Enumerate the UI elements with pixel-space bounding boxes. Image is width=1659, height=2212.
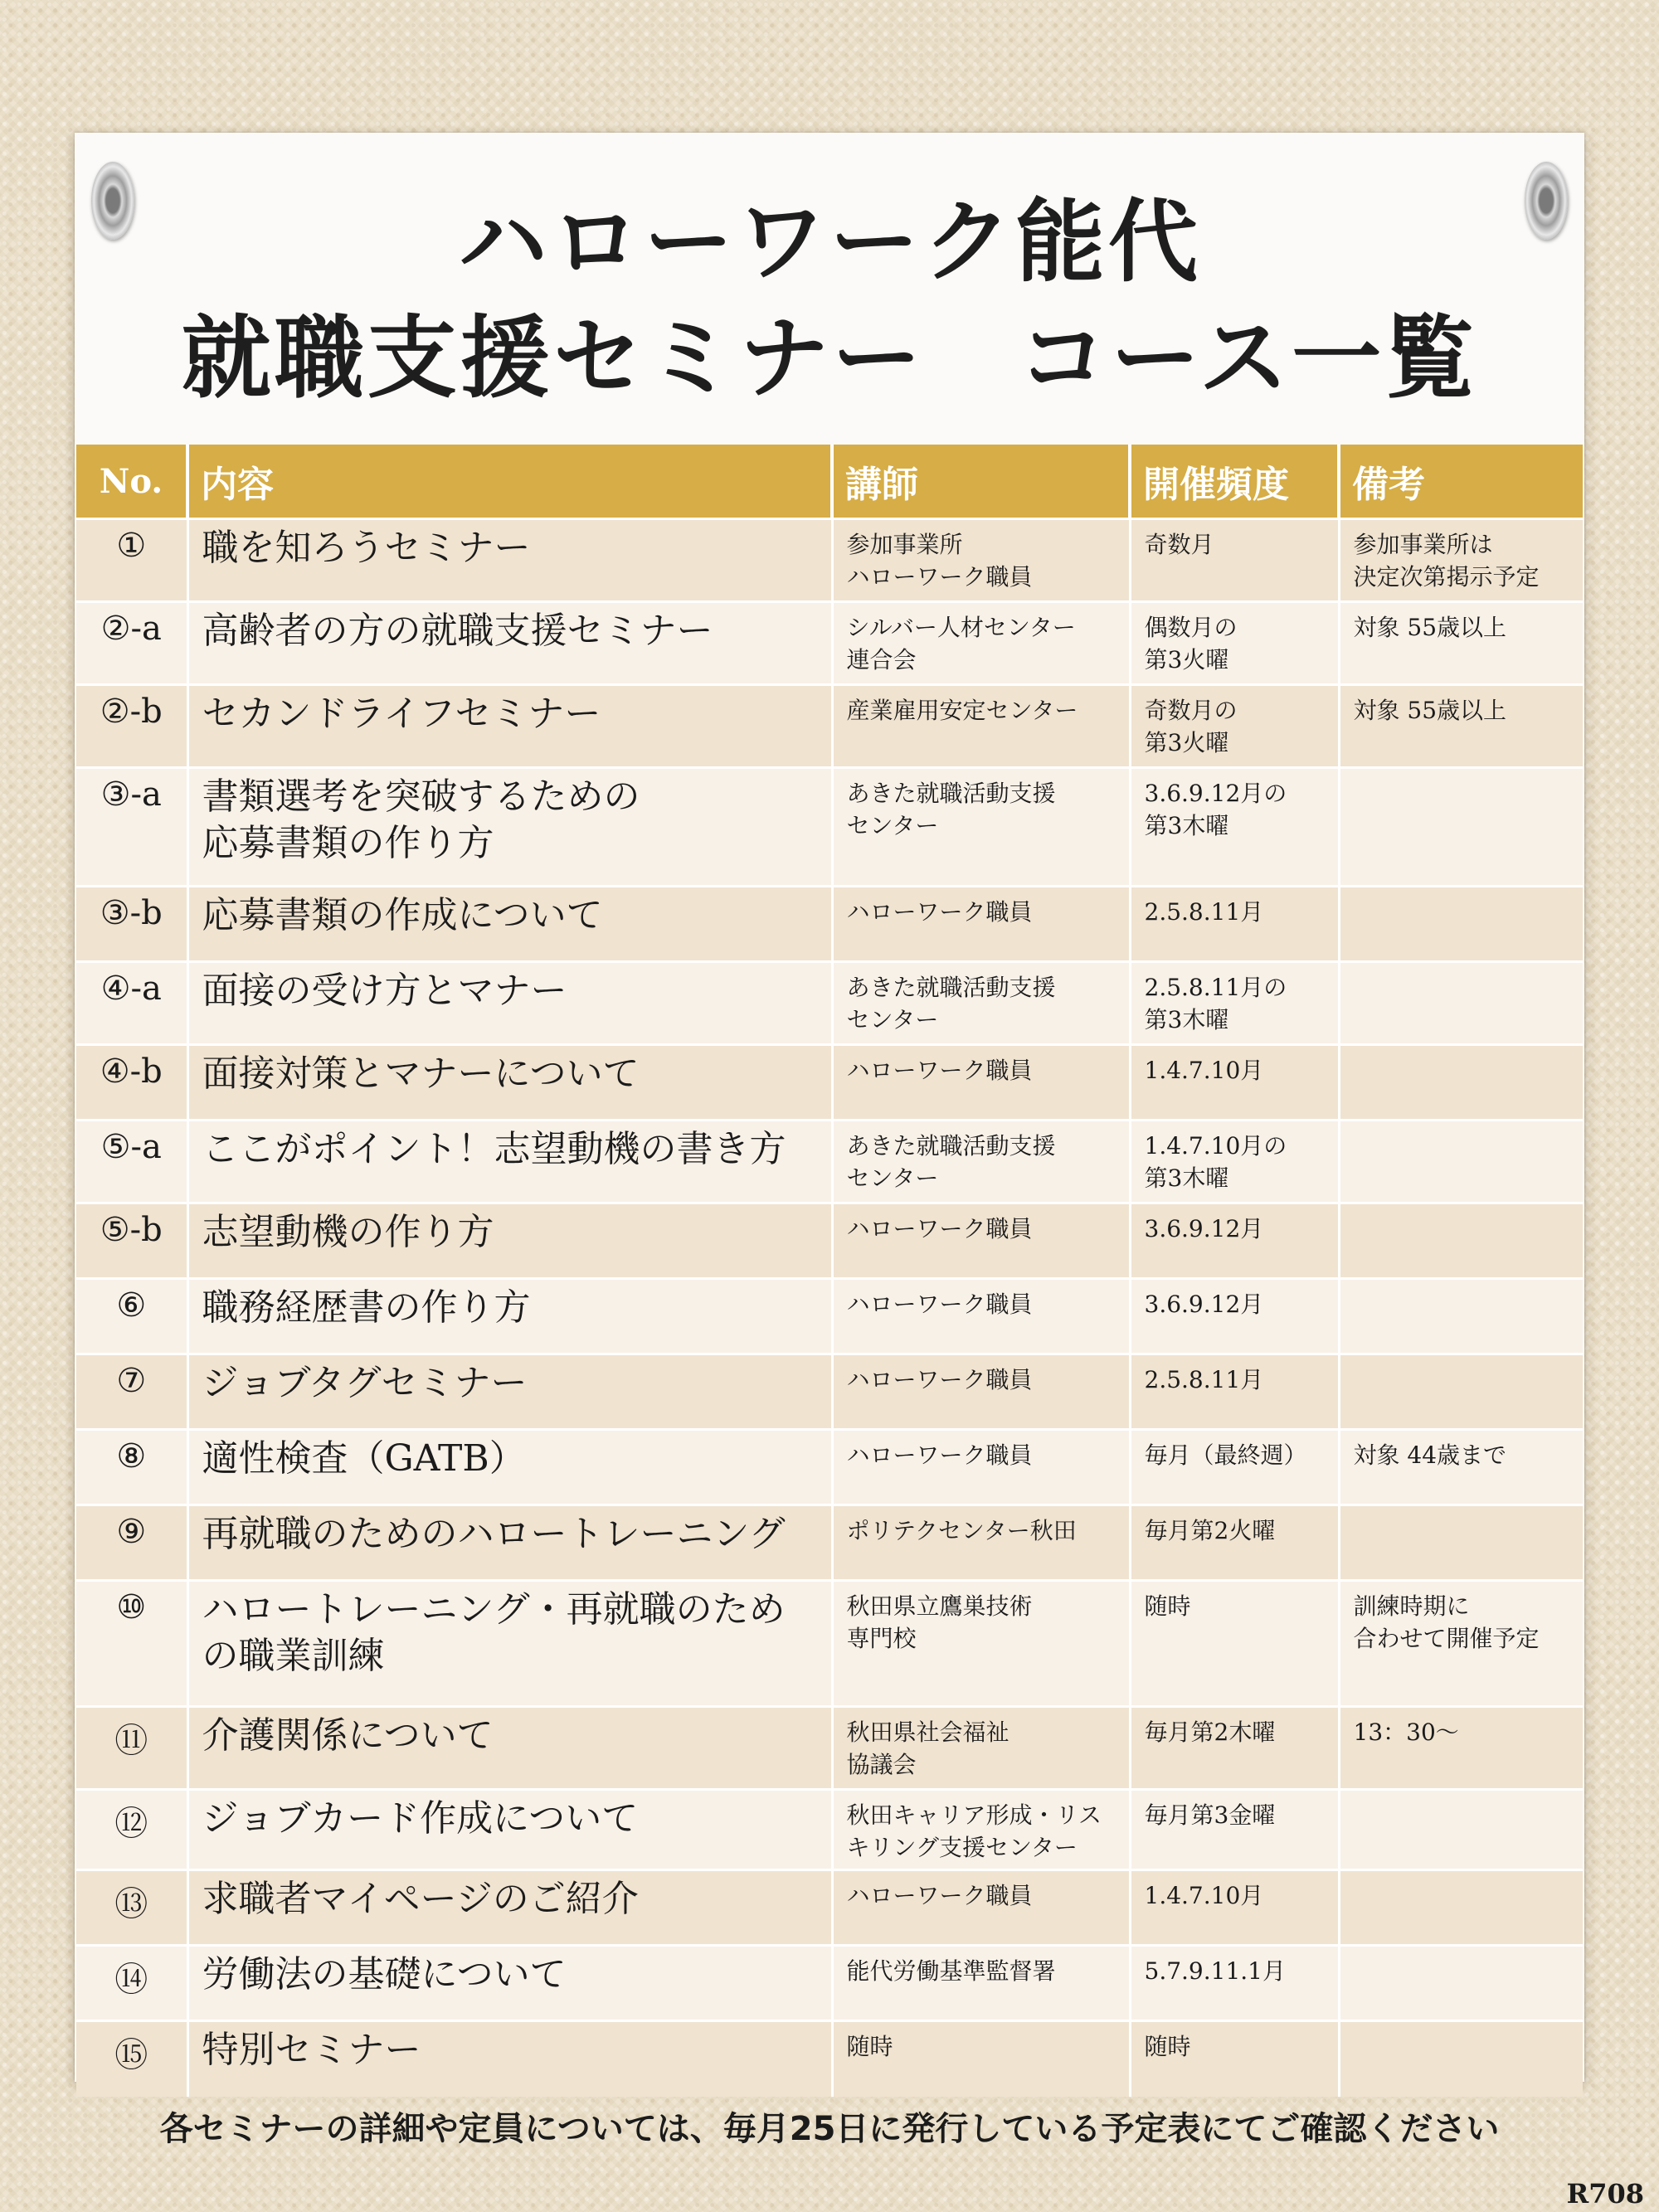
table-row [76, 602, 1583, 685]
row-number: ⑧ [76, 1430, 187, 1505]
row-frequency: 1.4.7.10月 [1130, 1870, 1339, 1946]
column-header-content: 内容 [187, 445, 832, 519]
row-content: 適性検査（GATB） [187, 1430, 832, 1505]
row-number: ① [76, 519, 187, 602]
row-frequency: 毎月（最終週） [1130, 1430, 1339, 1505]
row-number: ⑭ [76, 1946, 187, 2021]
row-notes [1339, 2021, 1583, 2097]
row-notes [1339, 768, 1583, 887]
row-frequency: 奇数月の 第3火曜 [1130, 685, 1339, 768]
row-notes [1339, 1946, 1583, 2021]
row-content: 職務経歴書の作り方 [187, 1279, 832, 1354]
table-row [76, 1581, 1583, 1707]
row-instructor: ハローワーク職員 [832, 1870, 1130, 1946]
table-row [76, 1121, 1583, 1203]
row-content: 応募書類の作成について [187, 887, 832, 962]
row-frequency: 2.5.8.11月 [1130, 1354, 1339, 1430]
row-content: ジョブタグセミナー [187, 1354, 832, 1430]
row-notes: 参加事業所は 決定次第掲示予定 [1339, 519, 1583, 602]
row-notes [1339, 1870, 1583, 1946]
row-notes [1339, 1045, 1583, 1121]
table-row [76, 962, 1583, 1045]
row-notes: 対象 55歳以上 [1339, 602, 1583, 685]
row-number: ⑫ [76, 1790, 187, 1870]
row-notes: 13：30～ [1339, 1707, 1583, 1790]
row-instructor: 秋田県社会福祉 協議会 [832, 1707, 1130, 1790]
table-row [76, 685, 1583, 768]
row-notes [1339, 1121, 1583, 1203]
row-frequency: 1.4.7.10月の 第3木曜 [1130, 1121, 1339, 1203]
row-content: 特別セミナー [187, 2021, 832, 2097]
row-number: ②-a [76, 602, 187, 685]
row-content: 面接対策とマナーについて [187, 1045, 832, 1121]
row-instructor: ハローワーク職員 [832, 1430, 1130, 1505]
row-frequency: 1.4.7.10月 [1130, 1045, 1339, 1121]
course-table [76, 445, 1583, 2097]
row-instructor: あきた就職活動支援 センター [832, 768, 1130, 887]
row-frequency: 5.7.9.11.1月 [1130, 1946, 1339, 2021]
row-number: ⑨ [76, 1505, 187, 1581]
table-row [76, 768, 1583, 887]
table-row [76, 1946, 1583, 2021]
row-frequency: 2.5.8.11月 [1130, 887, 1339, 962]
row-number: ⑦ [76, 1354, 187, 1430]
row-instructor: あきた就職活動支援 センター [832, 962, 1130, 1045]
row-content: 介護関係について [187, 1707, 832, 1790]
row-notes [1339, 1354, 1583, 1430]
row-content: ここがポイント！志望動機の書き方 [187, 1121, 832, 1203]
table-row [76, 1707, 1583, 1790]
row-notes [1339, 962, 1583, 1045]
column-header-frequency: 開催頻度 [1130, 445, 1339, 519]
row-instructor: ハローワーク職員 [832, 1203, 1130, 1279]
table-row [76, 887, 1583, 962]
row-instructor: ハローワーク職員 [832, 1045, 1130, 1121]
row-frequency: 毎月第3金曜 [1130, 1790, 1339, 1870]
table-row [76, 1354, 1583, 1430]
table-row [76, 2021, 1583, 2097]
row-number: ⑪ [76, 1707, 187, 1790]
row-number: ③-b [76, 887, 187, 962]
row-content: 面接の受け方とマナー [187, 962, 832, 1045]
row-number: ⑤-a [76, 1121, 187, 1203]
row-frequency: 随時 [1130, 2021, 1339, 2097]
row-content: 職を知ろうセミナー [187, 519, 832, 602]
table-row [76, 1790, 1583, 1870]
document-code: R708 [1566, 2178, 1644, 2210]
row-instructor: ポリテクセンター秋田 [832, 1505, 1130, 1581]
row-content: 求職者マイページのご紹介 [187, 1870, 832, 1946]
row-frequency: 奇数月 [1130, 519, 1339, 602]
row-instructor: 参加事業所 ハローワーク職員 [832, 519, 1130, 602]
row-instructor: 能代労働基準監督署 [832, 1946, 1130, 2021]
row-content: 志望動機の作り方 [187, 1203, 832, 1279]
row-instructor: ハローワーク職員 [832, 887, 1130, 962]
table-row [76, 1045, 1583, 1121]
column-header-no: No. [76, 445, 187, 519]
row-notes [1339, 1505, 1583, 1581]
row-instructor: 秋田キャリア形成・リス キリング支援センター [832, 1790, 1130, 1870]
row-number: ⑮ [76, 2021, 187, 2097]
row-instructor: 随時 [832, 2021, 1130, 2097]
column-header-notes: 備考 [1339, 445, 1583, 519]
row-content: 労働法の基礎について [187, 1946, 832, 2021]
row-notes: 対象 44歳まで [1339, 1430, 1583, 1505]
column-header-instructor: 講師 [832, 445, 1130, 519]
row-number: ⑩ [76, 1581, 187, 1707]
table-row [76, 1430, 1583, 1505]
row-number: ⑥ [76, 1279, 187, 1354]
row-notes [1339, 887, 1583, 962]
row-frequency: 2.5.8.11月の 第3木曜 [1130, 962, 1339, 1045]
row-frequency: 3.6.9.12月 [1130, 1203, 1339, 1279]
page-title: ハローワーク能代 [457, 191, 1201, 294]
row-notes: 訓練時期に 合わせて開催予定 [1339, 1581, 1583, 1707]
row-content: 高齢者の方の就職支援セミナー [187, 602, 832, 685]
row-number: ⑬ [76, 1870, 187, 1946]
row-instructor: あきた就職活動支援 センター [832, 1121, 1130, 1203]
row-content: ジョブカード作成について [187, 1790, 832, 1870]
table-row [76, 1203, 1583, 1279]
row-content: 再就職のためのハロートレーニング [187, 1505, 832, 1581]
row-instructor: シルバー人材センター 連合会 [832, 602, 1130, 685]
row-frequency: 毎月第2火曜 [1130, 1505, 1339, 1581]
table-row [76, 1870, 1583, 1946]
row-frequency: 随時 [1130, 1581, 1339, 1707]
row-number: ④-a [76, 962, 187, 1045]
row-notes [1339, 1203, 1583, 1279]
row-number: ③-a [76, 768, 187, 887]
footer-note: 各セミナーの詳細や定員については、毎月25日に発行している予定表にてご確認ください [159, 2110, 1500, 2148]
row-notes: 対象 55歳以上 [1339, 685, 1583, 768]
row-content: セカンドライフセミナー [187, 685, 832, 768]
row-frequency: 3.6.9.12月 [1130, 1279, 1339, 1354]
table-row [76, 1505, 1583, 1581]
table-row [76, 519, 1583, 602]
row-instructor: 産業雇用安定センター [832, 685, 1130, 768]
row-frequency: 3.6.9.12月の 第3木曜 [1130, 768, 1339, 887]
row-number: ⑤-b [76, 1203, 187, 1279]
row-notes [1339, 1279, 1583, 1354]
row-instructor: 秋田県立鷹巣技術 専門校 [832, 1581, 1130, 1707]
row-frequency: 毎月第2木曜 [1130, 1707, 1339, 1790]
table-row [76, 1279, 1583, 1354]
row-notes [1339, 1790, 1583, 1870]
row-content: 書類選考を突破するための 応募書類の作り方 [187, 768, 832, 887]
row-frequency: 偶数月の 第3火曜 [1130, 602, 1339, 685]
row-number: ④-b [76, 1045, 187, 1121]
row-instructor: ハローワーク職員 [832, 1279, 1130, 1354]
row-content: ハロートレーニング・再就職のため の職業訓練 [187, 1581, 832, 1707]
row-number: ②-b [76, 685, 187, 768]
page-subtitle: 就職支援セミナー コース一覧 [181, 307, 1478, 411]
table-header-row [76, 445, 1583, 519]
row-instructor: ハローワーク職員 [832, 1354, 1130, 1430]
